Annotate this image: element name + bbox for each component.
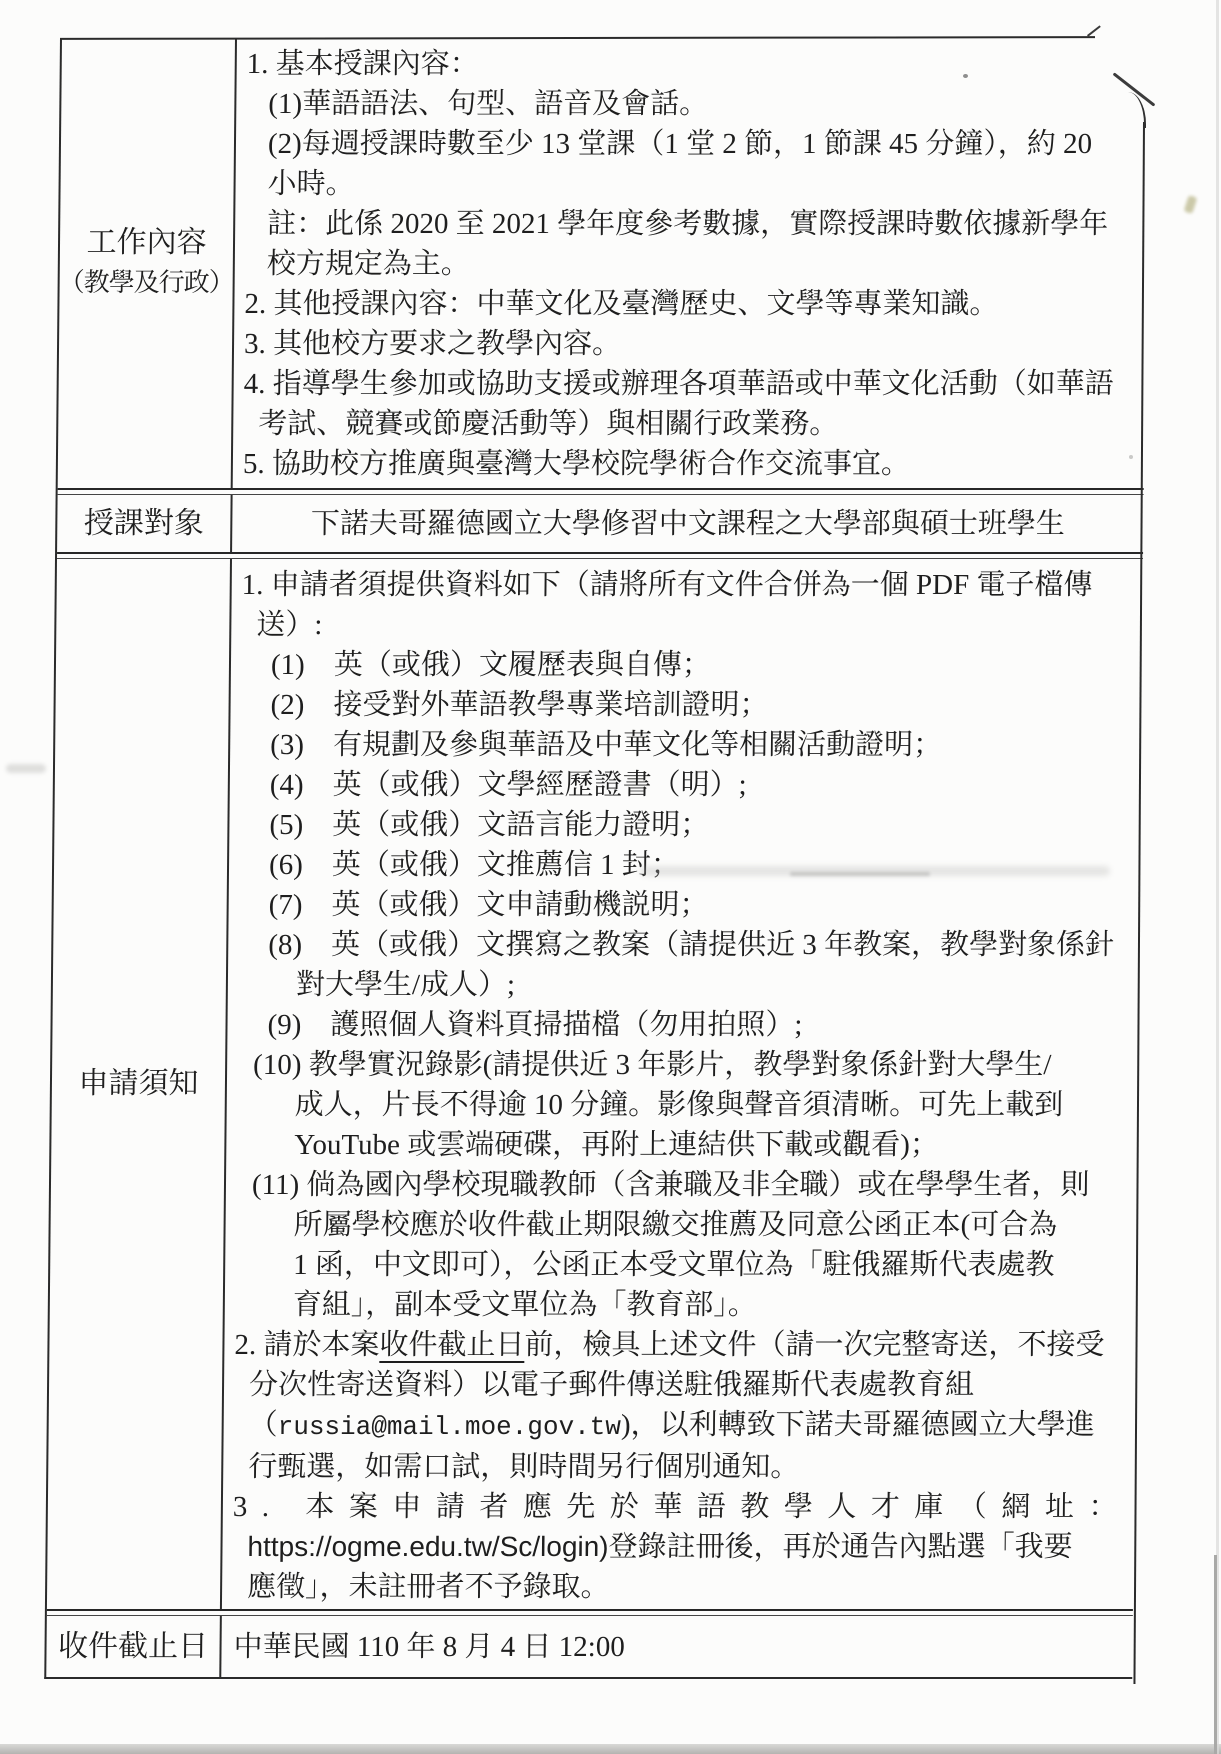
- text-run: 對大學生/成人）;: [295, 969, 516, 1001]
- text-run: YouTube 或雲端硬碟，再附上連結供下載或觀看)；: [294, 1129, 940, 1161]
- text-line: [247, 1567, 1131, 1607]
- underlined-text: 收件截止日: [379, 1329, 525, 1361]
- row-label-work-content: [58, 38, 237, 488]
- text-line: [311, 504, 1065, 544]
- text-run: 育組」，副本受文單位為「教育部」。: [292, 1289, 758, 1321]
- text-line: [268, 925, 1137, 965]
- text-line: [271, 645, 1140, 685]
- text-line: [248, 1405, 1132, 1447]
- text-run: 前，檢具上述文件（請一次完整寄送，不接受: [524, 1329, 1105, 1361]
- text-run: (4) 英（或俄）文學經歷證書（明）;: [269, 769, 747, 801]
- text-line: [268, 885, 1137, 925]
- text-run: (11) 倘為國內學校現職教師（含兼職及非全職）或在學學生者，則: [251, 1169, 1090, 1201]
- text-run: 成人，片長不得逾 10 分鐘。影像與聲音須清晰。可先上載到: [294, 1089, 1064, 1121]
- row-divider: [47, 1609, 1133, 1616]
- text-run: 送）:: [256, 609, 323, 641]
- text-line: [243, 444, 1142, 484]
- scan-smudge: [6, 764, 46, 773]
- row-content-deadline: [221, 1616, 1133, 1677]
- text-line: [269, 805, 1138, 845]
- row-label-text: （教學及行政）: [58, 268, 234, 297]
- text-line: [270, 765, 1139, 805]
- text-line: [295, 1085, 1136, 1125]
- text-line: [293, 1205, 1134, 1245]
- text-run: (2) 接受對外華語教學專業培訓證明；: [270, 689, 769, 721]
- text-line: [267, 164, 1144, 204]
- text-run: 4. 指導學生參加或協助支援或辦理各項華語或中華文化活動（如華語: [243, 368, 1114, 400]
- text-run: （: [248, 1409, 278, 1441]
- text-run: 1. 申請者須提供資料如下（請將所有文件合併為一個 PDF 電子檔傳: [241, 569, 1093, 601]
- text-line: [258, 404, 1142, 444]
- row-label-text: 工作內容: [86, 226, 207, 259]
- text-line: [244, 324, 1143, 364]
- text-line: [233, 1487, 1132, 1527]
- text-run: 校方規定為主。: [266, 248, 470, 280]
- text-run: (1) 英（或俄）文履歷表與自傳；: [270, 649, 711, 681]
- table-row-target-students: [57, 495, 1144, 552]
- text-run: 考試、競賽或節慶活動等）與相關行政業務。: [258, 408, 839, 440]
- text-run: (2)每週授課時數至少 13 堂課（1 堂 2 節，1 節課 45 分鐘），約 20: [267, 128, 1093, 160]
- row-label-application-notes: [47, 559, 232, 1609]
- table-row-deadline: [46, 1616, 1133, 1677]
- row-label-text: 授課對象: [83, 506, 205, 540]
- text-run: 2. 其他授課內容：中華文化及臺灣歷史、文學等專業知識。: [244, 288, 999, 320]
- text-run: 下諾夫哥羅德國立大學修習中文課程之大學部與碩士班學生: [310, 507, 1065, 540]
- scan-smudge: [1184, 195, 1198, 214]
- text-run: (7) 英（或俄）文申請動機説明；: [268, 889, 709, 921]
- text-run: 行甄選，如需口試，則時間另行個別通知。: [248, 1451, 800, 1483]
- text-line: [269, 845, 1138, 885]
- text-line: [248, 1447, 1132, 1487]
- text-line: [249, 1365, 1133, 1405]
- text-line: [252, 1165, 1135, 1205]
- text-line: [247, 1527, 1131, 1567]
- url-text: https://ogme.edu.tw/Sc/login): [247, 1531, 609, 1562]
- text-run: 5. 協助校方推廣與臺灣大學校院學術合作交流事宜。: [242, 448, 911, 480]
- text-run: )，以利轉致下諾夫哥羅德國立大學進: [620, 1409, 1095, 1441]
- row-divider: [58, 488, 1144, 495]
- text-run: 註：此係 2020 至 2021 學年度參考數據，實際授課時數依據新學年: [267, 208, 1109, 240]
- text-line: [267, 204, 1144, 244]
- row-label-text: 收件截止日: [57, 1629, 209, 1663]
- text-run: 中華民國 110 年 8 月 4 日 12:00: [233, 1630, 625, 1663]
- document-table: [44, 38, 1148, 1679]
- scan-page-edge-bottom: [0, 1744, 1221, 1754]
- text-run: 1. 基本授課內容：: [246, 48, 479, 80]
- text-line: [242, 565, 1141, 605]
- text-line: [270, 685, 1139, 725]
- text-line: [267, 244, 1144, 284]
- text-line: [247, 44, 1146, 84]
- text-line: [256, 605, 1140, 645]
- text-run: 3. 本案申請者應先於華語教學人才庫（網址：: [232, 1491, 1133, 1523]
- text-line: [267, 1005, 1136, 1045]
- email-text: russia@mail.moe.gov.tw: [277, 1412, 622, 1442]
- text-line: [234, 1325, 1133, 1365]
- row-content-application-notes: [222, 559, 1143, 1609]
- text-run: 2. 請於本案: [234, 1329, 380, 1361]
- text-line: [253, 1045, 1136, 1085]
- text-run: 所屬學校應於收件截止期限繳交推薦及同意公函正本(可合為: [293, 1209, 1058, 1241]
- text-run: (10) 教學實況錄影(請提供近 3 年影片，教學對象係針對大學生/: [252, 1049, 1052, 1081]
- text-line: [294, 1125, 1135, 1165]
- text-line: [244, 284, 1143, 324]
- text-run: (1)華語語法、句型、語音及會話。: [268, 88, 709, 120]
- text-line: [296, 965, 1137, 1005]
- text-run: 1 函，中文即可），公函正本受文單位為「駐俄羅斯代表處教: [293, 1249, 1055, 1281]
- text-run: 應徵」，未註冊者不予錄取。: [246, 1571, 610, 1603]
- scan-page-edge-right: [1216, 0, 1219, 1754]
- text-run: 小時。: [267, 168, 355, 200]
- text-run: (5) 英（或俄）文語言能力證明；: [269, 809, 710, 841]
- scan-page-edge-right: [1214, 1555, 1217, 1754]
- text-line: [268, 124, 1145, 164]
- row-content-work-content: [233, 38, 1148, 488]
- text-run: (9) 護照個人資料頁掃描檔（勿用拍照）;: [267, 1009, 803, 1041]
- text-run: (8) 英（或俄）文撰寫之教案（請提供近 3 年教案，教學對象係針: [268, 929, 1115, 961]
- text-line: [293, 1285, 1134, 1325]
- text-run: 3. 其他校方要求之教學內容。: [243, 328, 622, 360]
- text-line: [243, 364, 1142, 404]
- row-divider: [57, 552, 1143, 559]
- table-row-work-content: [58, 38, 1148, 488]
- text-line: [293, 1245, 1134, 1285]
- row-label-text: 申請須知: [78, 1067, 199, 1100]
- text-run: (3) 有規劃及參與華語及中華文化等相關活動證明；: [270, 729, 943, 761]
- text-run: 分次性寄送資料）以電子郵件傳送駐俄羅斯代表處教育組: [248, 1369, 975, 1401]
- table-row-application-notes: [47, 559, 1143, 1609]
- row-content-target-students: [232, 495, 1144, 552]
- text-line: [268, 84, 1145, 124]
- row-label-deadline: [46, 1616, 222, 1677]
- text-run: 登錄註冊後，再於通告內點選「我要: [608, 1531, 1073, 1563]
- text-run: (6) 英（或俄）文推薦信 1 封；: [268, 849, 681, 881]
- text-line: [233, 1627, 1132, 1667]
- row-label-target-students: [57, 495, 233, 552]
- text-line: [270, 725, 1139, 765]
